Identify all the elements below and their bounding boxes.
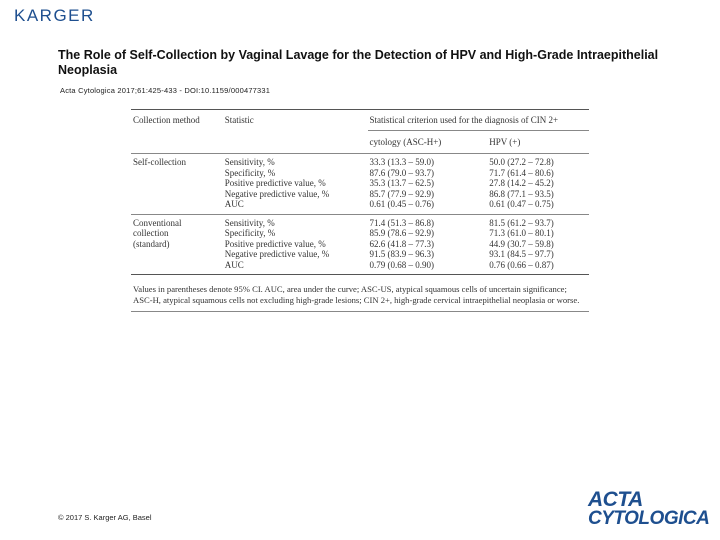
- header-cytology: cytology (ASC-H+): [369, 137, 442, 147]
- header-hpv: HPV (+): [489, 137, 521, 147]
- journal-logo-line2: CYTOLOGICA: [588, 508, 710, 529]
- table-cell: 33.3 (13.3 – 59.0): [369, 157, 434, 167]
- results-table: [131, 109, 589, 312]
- table-cell: 27.8 (14.2 – 45.2): [489, 178, 554, 188]
- table-cell: AUC: [224, 259, 244, 270]
- hpv-column: [489, 218, 589, 271]
- group-method: Conventional collection (standard): [133, 217, 182, 249]
- table-cell: 0.79 (0.68 – 0.90): [369, 259, 434, 270]
- copyright: © 2017 S. Karger AG, Basel: [58, 513, 152, 522]
- table-group-self-collection: [131, 154, 589, 214]
- table-cell: 50.0 (27.2 – 72.8): [489, 157, 554, 167]
- table-cell: 81.5 (61.2 – 93.7): [489, 217, 554, 228]
- cytology-column: [369, 218, 489, 271]
- table-cell: 0.61 (0.45 – 0.76): [369, 199, 434, 209]
- table-cell: 71.4 (51.3 – 86.8): [369, 217, 434, 228]
- table-cell: Negative predictive value, %: [224, 188, 330, 199]
- hpv-column: [489, 157, 589, 210]
- slide-title: The Role of Self-Collection by Vaginal Lavage for the Detection of HPV and High-Grade Intraepithelial Neoplasia: [58, 48, 659, 77]
- table-cell: 71.3 (61.0 – 80.1): [489, 228, 554, 238]
- table-cell: 85.7 (77.9 – 92.9): [369, 188, 434, 199]
- table-cell: 0.76 (0.66 – 0.87): [489, 259, 554, 270]
- table-subheader-row: [131, 131, 589, 153]
- table-cell: 87.6 (79.0 – 93.7): [369, 167, 434, 178]
- table-cell: 71.7 (61.4 – 80.6): [489, 167, 554, 178]
- citation: Acta Cytologica 2017;61:425-433 - DOI:10.1159/000477331: [60, 86, 271, 95]
- table-cell: Negative predictive value, %: [224, 249, 330, 259]
- table-cell: 62.6 (41.8 – 77.3): [369, 238, 434, 249]
- statistic-column: [225, 157, 370, 210]
- table-cell: 35.3 (13.7 – 62.5): [369, 178, 434, 188]
- table-cell: Positive predictive value, %: [224, 238, 326, 249]
- table-cell: Specificity, %: [224, 167, 276, 178]
- group-method: Self-collection: [133, 157, 186, 167]
- statistic-column: [225, 218, 370, 271]
- table-cell: Sensitivity, %: [224, 157, 275, 167]
- header-collection-method: Collection method: [133, 115, 200, 125]
- karger-logo: KARGER: [14, 6, 95, 25]
- table-cell: AUC: [224, 199, 244, 209]
- table-cell: Specificity, %: [224, 228, 276, 238]
- acta-cytologica-logo: [588, 490, 710, 528]
- table-group-conventional: [131, 215, 589, 275]
- table-cell: Sensitivity, %: [224, 217, 275, 228]
- header-criterion: Statistical criterion used for the diagnosis of CIN 2+: [369, 115, 559, 125]
- table-cell: 85.9 (78.6 – 92.9): [369, 228, 434, 238]
- header-statistic: Statistic: [224, 115, 254, 125]
- cytology-column: [369, 157, 489, 210]
- table-cell: 91.5 (83.9 – 96.3): [369, 249, 434, 259]
- table-cell: 44.9 (30.7 – 59.8): [489, 238, 554, 249]
- table-cell: Positive predictive value, %: [224, 178, 326, 188]
- table-footnote: Values in parentheses denote 95% CI. AUC, area under the curve; ASC-US, atypical squamous cells of uncertain significance; ASC-H, atypical squamous cells not excluding high-grade lesions; CIN 2+, high-grade cervical intraepithelial neoplasia or worse.: [133, 284, 580, 305]
- journal-logo-line1: ACTA: [588, 488, 643, 511]
- table-cell: 86.8 (77.1 – 93.5): [489, 188, 554, 199]
- footnote-bottom-rule: [131, 311, 589, 312]
- table-header-row: [131, 110, 589, 130]
- table-cell: 0.61 (0.47 – 0.75): [489, 199, 554, 209]
- table-cell: 93.1 (84.5 – 97.7): [489, 249, 554, 259]
